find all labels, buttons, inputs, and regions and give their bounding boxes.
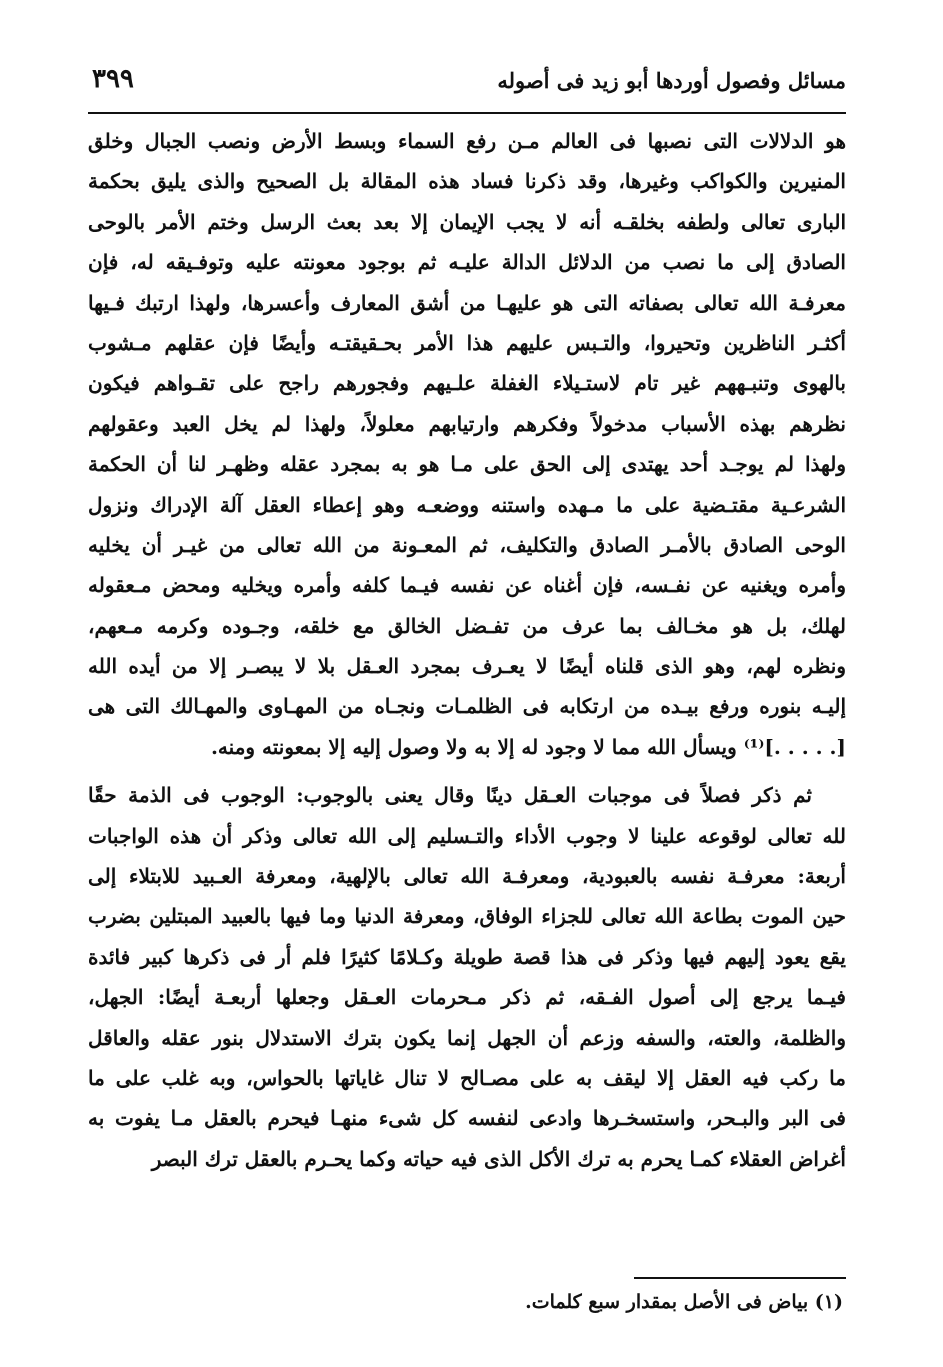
footnote-divider: [634, 1277, 846, 1279]
text-line: فى البر والبـحر، واستسخـرها وادعى لنفسه كل شىء منهـا فيحرم بالعقل مـا يفوت به: [88, 1106, 846, 1131]
text-line: أربعة: معرفـة نفسه بالعبودية، ومعرفـة الله تعالى بالإلهية، ومعرفة العـبيد للابتلاء إلى: [88, 864, 846, 889]
paragraph: [88, 121, 846, 767]
text-line: فيـما يرجع إلى أصول الفـقه، ثم ذكر مـحرمات العـقل وجعلها أربعـة أيضًا: الجهل،: [88, 985, 846, 1010]
text-line: وأمره ويغنيه عن نفـسه، فإن أغناه عن نفسه فيـما كلفه وأمره ويخليه ومحض مـعقوله: [88, 573, 846, 598]
text-line: لله تعالى لوقوعه علينا لا وجوب الأداء والتـسليم إلى الله تعالى وذكر أن هذه الواجبات: [88, 823, 846, 848]
text-line: لهلك، بل هو مخـالف بما عرف من تفـضل الخالق مع خلقه، وجـوده وكرمه مـعهم،: [88, 613, 846, 638]
header-divider: [88, 112, 846, 114]
text-line: ما ركب فيه العقل إلا ليقف به على مصـالح لا تنال غاياتها بالحواس، وبه غلب على ما: [88, 1065, 846, 1090]
body-text: [88, 121, 846, 1179]
paragraph-gap: [88, 767, 846, 775]
text-line: معرفـة الله تعالى بصفاته التى هو عليهـا من أشق المعارف وأعسرها، ولهذا ارتبك فـيها: [88, 290, 846, 315]
page-header: [88, 58, 846, 106]
text-line: ولهذا لم يوجـد أحد يهتدى إلى الحق على مـا هو به بمجرد عقله وظهـر لنا أن الحكمة: [88, 452, 846, 477]
text-line: ونظره لهم، وهو الذى قلناه أيضًا لا يعـرف بمجرد العـقل بلا لا يبصـر إلا من أيده الله: [88, 654, 846, 679]
text-line: الشرعـية مقتـضية على ما مـهده واستنه ووضعـه وهو إعطاء العقل آلة الإدراك ونزول: [88, 492, 846, 517]
text-line: نظرهم بهذه الأسباب مدخولاً وفكرهم وارتيابهم معلولاً، ولهذا لم يخل العبد وعقولهم: [88, 411, 846, 436]
text-line: البارى تعالى ولطفه بخلقـه أنه لا يجب الإيمان إلا بعد بعث الرسل وختم الأمر بالوحى: [88, 209, 846, 234]
paragraph: [88, 775, 846, 1179]
page-number: ٣٩٩: [92, 64, 134, 94]
text-line: المنيرين والكواكب وغيرها، وقد ذكرنا فساد هذه المقالة بل الصحيح والذى يليق بحكمة: [88, 169, 846, 194]
text-line: حين الموت بطاعة الله تعالى للجزاء الوفاق، ومعرفة الدنيا وما فيها بالعبيد المبتلين بضرب: [88, 904, 846, 929]
text-line: يقع يعود إليهم فيها وذكر فى هذا قصة طويلة وكـلامًا كثيرًا فلم أر فى ذكرها كبير فائدة: [88, 944, 846, 969]
text-line: الوحى الصادق بالأمـر الصادق والتكليف، ثم المعـونة من الله تعالى من غيـر أن يخليه: [88, 532, 846, 557]
text-line: ثم ذكر فصلاً فى موجبات العـقل دينًا وقال يعنى بالوجوب: الوجوب فى الذمة حقًا: [88, 783, 812, 808]
running-title: مسائل وفصول أوردها أبو زيد فى أصوله: [497, 68, 846, 93]
text-line: هو الدلالات التى نصبها فى العالم مـن رفع السماء وبسط الأرض ونصب الجبال وخلق: [88, 129, 846, 153]
text-line: الصادق إلى ما نصب من الدلائل الدالة عليـه ثم بوجود معونته عليه وتوفـيقه له، فإن: [88, 250, 846, 275]
text-line: أغراض العقلاء كمـا يحرم به ترك الأكل الذى فيه حياته وكما يحـرم بالعقل ترك البصر: [151, 1146, 846, 1171]
text-line: بالهوى وتنبـههم غير تام لاستـيلاء الغفلة علـيهم وفجورهم راجح على تقـواهم فيكون: [88, 371, 846, 396]
text-line: إليـه بنوره ورفع بيـده من ارتكابه فى الظلمـات ونجـاه من المهـاوى والمهـالك التى هى: [88, 694, 846, 719]
text-line: والظلمة، والعته، والسفه وزعم أن الجهل إنما يكون بترك الاستدلال بنور عقله والعاقل: [88, 1025, 846, 1050]
footnote: (١) بياض فى الأصل بمقدار سبع كلمات.: [525, 1291, 843, 1313]
text-line: أكثـر الناظرين وتحيروا، والتـبس عليهم هذا الأمر بحـقيقتـه وأيضًا فإن عقلهم مـشوب: [88, 330, 846, 355]
text-line: [. . . . .]⁽¹⁾ ويسأل الله مما لا وجود له إلا به ولا وصول إليه إلا بمعونته ومنه.: [210, 734, 846, 759]
